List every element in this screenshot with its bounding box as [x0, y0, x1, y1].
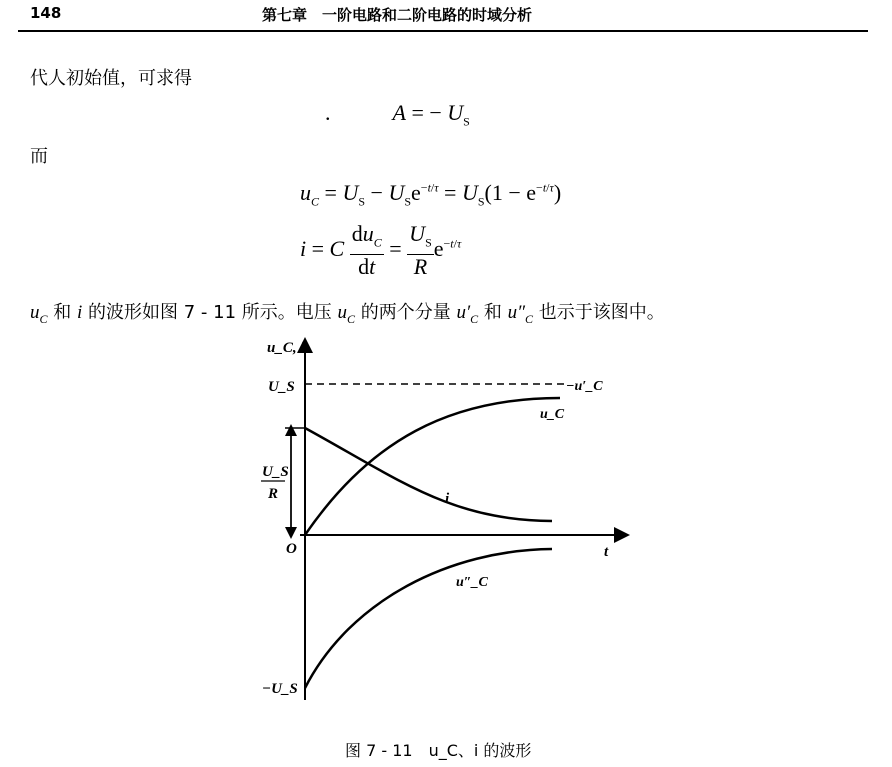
chapter-title: 第七章 一阶电路和二阶电路的时域分析 [262, 6, 533, 24]
neg-us-label: −U_S [262, 681, 298, 697]
figure-caption: 图 7 - 11 u_C、i 的波形 [345, 741, 532, 760]
origin-label: O [286, 541, 297, 557]
equation-i: i = C $\frac{du_C}{dt}$ = $\frac{U_S}{R}$ $e^{-t/\tau}$ [300, 221, 462, 280]
us-over-r-den: R [268, 486, 279, 502]
x-axis-label: t [604, 544, 609, 560]
i-label: i [445, 491, 450, 507]
uc-curve [305, 398, 560, 535]
i-curve [305, 428, 552, 521]
paragraph-3: $u_C$ 和 i 的波形如图 7 - 11 所示。电压 $u_C$ 的两个分量 $u'_C$ 和 $u''_C$ 也示于该图中。 [30, 302, 665, 326]
us-label: U_S [268, 379, 295, 395]
paragraph-2: 而 [30, 146, 48, 167]
equation-a: . A = − $U_S$ [325, 100, 470, 129]
y-axis-label: u_C, i [267, 340, 305, 356]
page-number: 148 [30, 4, 62, 22]
uc-double-prime-curve [305, 549, 552, 688]
equation-uc: $u_C = U_S - U_Se^{-t/\tau} = U_S(1 - e^{-t/\tau})$ [300, 180, 562, 209]
uc-label: u_C [540, 407, 565, 422]
uc-double-prime-label: u″_C [456, 575, 488, 590]
us-over-r-num: U_S [262, 464, 289, 480]
uc-prime-label: −u′_C [566, 379, 603, 394]
paragraph-1: 代人初始值，可求得 [30, 68, 192, 89]
